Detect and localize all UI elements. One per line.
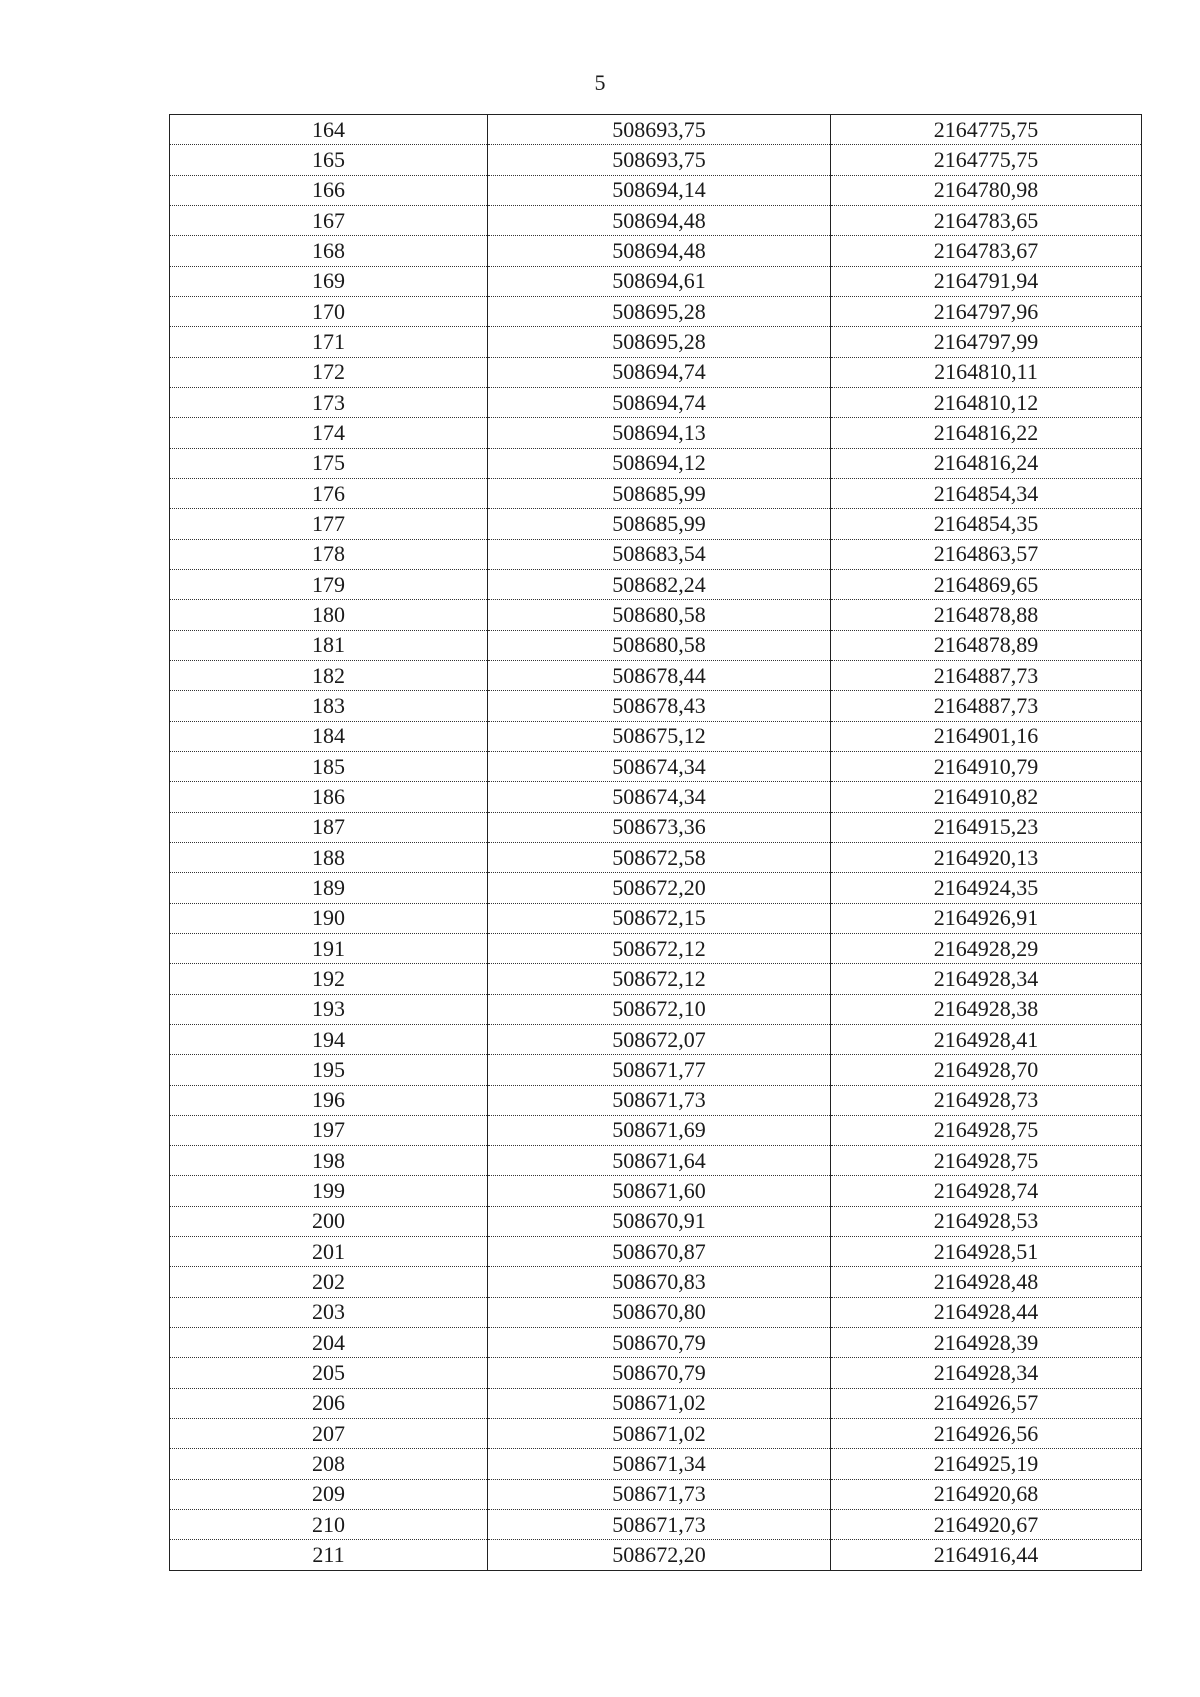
x-coordinate-cell: 508671,64 (488, 1146, 831, 1176)
y-coordinate-cell: 2164810,11 (831, 357, 1142, 387)
x-coordinate-cell: 508673,36 (488, 812, 831, 842)
point-number-cell: 170 (170, 296, 488, 326)
y-coordinate-cell: 2164928,48 (831, 1267, 1142, 1297)
y-coordinate-cell: 2164901,16 (831, 721, 1142, 751)
x-coordinate-cell: 508694,48 (488, 236, 831, 266)
table-row (170, 266, 1142, 296)
table-row (170, 205, 1142, 235)
table-row (170, 994, 1142, 1024)
point-number-cell: 206 (170, 1388, 488, 1418)
x-coordinate-cell: 508670,83 (488, 1267, 831, 1297)
table-row (170, 387, 1142, 417)
table-row (170, 842, 1142, 872)
point-number-cell: 211 (170, 1540, 488, 1570)
x-coordinate-cell: 508694,74 (488, 357, 831, 387)
x-coordinate-cell: 508670,79 (488, 1328, 831, 1358)
y-coordinate-cell: 2164910,79 (831, 751, 1142, 781)
y-coordinate-cell: 2164775,75 (831, 115, 1142, 145)
point-number-cell: 174 (170, 418, 488, 448)
x-coordinate-cell: 508672,12 (488, 964, 831, 994)
table-row (170, 1419, 1142, 1449)
y-coordinate-cell: 2164878,88 (831, 600, 1142, 630)
y-coordinate-cell: 2164780,98 (831, 175, 1142, 205)
y-coordinate-cell: 2164925,19 (831, 1449, 1142, 1479)
table-row (170, 1358, 1142, 1388)
point-number-cell: 204 (170, 1328, 488, 1358)
point-number-cell: 200 (170, 1206, 488, 1236)
y-coordinate-cell: 2164928,41 (831, 1024, 1142, 1054)
y-coordinate-cell: 2164926,91 (831, 903, 1142, 933)
table-row (170, 418, 1142, 448)
y-coordinate-cell: 2164854,35 (831, 509, 1142, 539)
x-coordinate-cell: 508682,24 (488, 569, 831, 599)
table-row (170, 236, 1142, 266)
y-coordinate-cell: 2164928,75 (831, 1146, 1142, 1176)
table-row (170, 175, 1142, 205)
table-row (170, 691, 1142, 721)
y-coordinate-cell: 2164854,34 (831, 478, 1142, 508)
coordinates-table-body (170, 115, 1142, 1571)
y-coordinate-cell: 2164928,53 (831, 1206, 1142, 1236)
y-coordinate-cell: 2164920,68 (831, 1479, 1142, 1509)
x-coordinate-cell: 508672,07 (488, 1024, 831, 1054)
table-row (170, 327, 1142, 357)
x-coordinate-cell: 508695,28 (488, 296, 831, 326)
table-row (170, 873, 1142, 903)
x-coordinate-cell: 508672,15 (488, 903, 831, 933)
y-coordinate-cell: 2164928,70 (831, 1055, 1142, 1085)
point-number-cell: 165 (170, 145, 488, 175)
point-number-cell: 169 (170, 266, 488, 296)
x-coordinate-cell: 508671,02 (488, 1419, 831, 1449)
point-number-cell: 210 (170, 1510, 488, 1540)
point-number-cell: 189 (170, 873, 488, 903)
x-coordinate-cell: 508694,13 (488, 418, 831, 448)
point-number-cell: 193 (170, 994, 488, 1024)
point-number-cell: 190 (170, 903, 488, 933)
point-number-cell: 164 (170, 115, 488, 145)
y-coordinate-cell: 2164928,75 (831, 1115, 1142, 1145)
point-number-cell: 182 (170, 660, 488, 690)
point-number-cell: 205 (170, 1358, 488, 1388)
point-number-cell: 167 (170, 205, 488, 235)
y-coordinate-cell: 2164924,35 (831, 873, 1142, 903)
point-number-cell: 175 (170, 448, 488, 478)
point-number-cell: 168 (170, 236, 488, 266)
y-coordinate-cell: 2164915,23 (831, 812, 1142, 842)
y-coordinate-cell: 2164797,96 (831, 296, 1142, 326)
point-number-cell: 172 (170, 357, 488, 387)
y-coordinate-cell: 2164926,57 (831, 1388, 1142, 1418)
y-coordinate-cell: 2164928,29 (831, 933, 1142, 963)
x-coordinate-cell: 508672,58 (488, 842, 831, 872)
x-coordinate-cell: 508671,34 (488, 1449, 831, 1479)
table-row (170, 1540, 1142, 1570)
point-number-cell: 173 (170, 387, 488, 417)
y-coordinate-cell: 2164920,13 (831, 842, 1142, 872)
x-coordinate-cell: 508672,12 (488, 933, 831, 963)
point-number-cell: 196 (170, 1085, 488, 1115)
table-row (170, 1267, 1142, 1297)
table-row (170, 1388, 1142, 1418)
point-number-cell: 166 (170, 175, 488, 205)
point-number-cell: 201 (170, 1237, 488, 1267)
point-number-cell: 209 (170, 1479, 488, 1509)
point-number-cell: 194 (170, 1024, 488, 1054)
point-number-cell: 187 (170, 812, 488, 842)
x-coordinate-cell: 508678,44 (488, 660, 831, 690)
x-coordinate-cell: 508680,58 (488, 600, 831, 630)
table-row (170, 1085, 1142, 1115)
point-number-cell: 179 (170, 569, 488, 599)
y-coordinate-cell: 2164926,56 (831, 1419, 1142, 1449)
y-coordinate-cell: 2164863,57 (831, 539, 1142, 569)
x-coordinate-cell: 508694,14 (488, 175, 831, 205)
x-coordinate-cell: 508685,99 (488, 509, 831, 539)
x-coordinate-cell: 508671,73 (488, 1479, 831, 1509)
x-coordinate-cell: 508671,73 (488, 1085, 831, 1115)
x-coordinate-cell: 508672,20 (488, 873, 831, 903)
point-number-cell: 185 (170, 751, 488, 781)
y-coordinate-cell: 2164878,89 (831, 630, 1142, 660)
y-coordinate-cell: 2164916,44 (831, 1540, 1142, 1570)
point-number-cell: 207 (170, 1419, 488, 1449)
x-coordinate-cell: 508671,73 (488, 1510, 831, 1540)
y-coordinate-cell: 2164816,22 (831, 418, 1142, 448)
y-coordinate-cell: 2164928,34 (831, 964, 1142, 994)
y-coordinate-cell: 2164810,12 (831, 387, 1142, 417)
table-row (170, 1024, 1142, 1054)
y-coordinate-cell: 2164928,44 (831, 1297, 1142, 1327)
coordinates-table (169, 114, 1142, 1571)
y-coordinate-cell: 2164797,99 (831, 327, 1142, 357)
table-row (170, 1146, 1142, 1176)
x-coordinate-cell: 508694,12 (488, 448, 831, 478)
table-row (170, 509, 1142, 539)
y-coordinate-cell: 2164928,74 (831, 1176, 1142, 1206)
point-number-cell: 198 (170, 1146, 488, 1176)
y-coordinate-cell: 2164887,73 (831, 691, 1142, 721)
y-coordinate-cell: 2164928,51 (831, 1237, 1142, 1267)
x-coordinate-cell: 508678,43 (488, 691, 831, 721)
table-row (170, 1115, 1142, 1145)
table-row (170, 1510, 1142, 1540)
y-coordinate-cell: 2164775,75 (831, 145, 1142, 175)
y-coordinate-cell: 2164791,94 (831, 266, 1142, 296)
x-coordinate-cell: 508694,61 (488, 266, 831, 296)
point-number-cell: 178 (170, 539, 488, 569)
y-coordinate-cell: 2164920,67 (831, 1510, 1142, 1540)
x-coordinate-cell: 508695,28 (488, 327, 831, 357)
x-coordinate-cell: 508694,74 (488, 387, 831, 417)
table-row (170, 903, 1142, 933)
point-number-cell: 184 (170, 721, 488, 751)
table-row (170, 448, 1142, 478)
x-coordinate-cell: 508693,75 (488, 145, 831, 175)
table-row (170, 630, 1142, 660)
x-coordinate-cell: 508693,75 (488, 115, 831, 145)
x-coordinate-cell: 508672,20 (488, 1540, 831, 1570)
point-number-cell: 202 (170, 1267, 488, 1297)
x-coordinate-cell: 508670,79 (488, 1358, 831, 1388)
y-coordinate-cell: 2164783,65 (831, 205, 1142, 235)
table-row (170, 569, 1142, 599)
point-number-cell: 177 (170, 509, 488, 539)
table-row (170, 782, 1142, 812)
point-number-cell: 176 (170, 478, 488, 508)
table-row (170, 1206, 1142, 1236)
table-row (170, 964, 1142, 994)
table-row (170, 1449, 1142, 1479)
x-coordinate-cell: 508671,69 (488, 1115, 831, 1145)
point-number-cell: 191 (170, 933, 488, 963)
y-coordinate-cell: 2164783,67 (831, 236, 1142, 266)
table-row (170, 660, 1142, 690)
x-coordinate-cell: 508694,48 (488, 205, 831, 235)
point-number-cell: 183 (170, 691, 488, 721)
x-coordinate-cell: 508683,54 (488, 539, 831, 569)
table-row (170, 1237, 1142, 1267)
table-row (170, 357, 1142, 387)
y-coordinate-cell: 2164910,82 (831, 782, 1142, 812)
table-row (170, 1297, 1142, 1327)
x-coordinate-cell: 508674,34 (488, 751, 831, 781)
table-row (170, 721, 1142, 751)
table-row (170, 933, 1142, 963)
table-row (170, 1328, 1142, 1358)
y-coordinate-cell: 2164887,73 (831, 660, 1142, 690)
table-row (170, 1479, 1142, 1509)
table-row (170, 812, 1142, 842)
y-coordinate-cell: 2164869,65 (831, 569, 1142, 599)
x-coordinate-cell: 508685,99 (488, 478, 831, 508)
point-number-cell: 186 (170, 782, 488, 812)
y-coordinate-cell: 2164928,39 (831, 1328, 1142, 1358)
point-number-cell: 180 (170, 600, 488, 630)
table-row (170, 1176, 1142, 1206)
table-row (170, 539, 1142, 569)
point-number-cell: 171 (170, 327, 488, 357)
table-row (170, 296, 1142, 326)
table-row (170, 600, 1142, 630)
x-coordinate-cell: 508671,77 (488, 1055, 831, 1085)
x-coordinate-cell: 508675,12 (488, 721, 831, 751)
table-row (170, 145, 1142, 175)
point-number-cell: 208 (170, 1449, 488, 1479)
point-number-cell: 203 (170, 1297, 488, 1327)
point-number-cell: 181 (170, 630, 488, 660)
x-coordinate-cell: 508670,80 (488, 1297, 831, 1327)
point-number-cell: 197 (170, 1115, 488, 1145)
y-coordinate-cell: 2164928,73 (831, 1085, 1142, 1115)
table-row (170, 1055, 1142, 1085)
x-coordinate-cell: 508674,34 (488, 782, 831, 812)
point-number-cell: 199 (170, 1176, 488, 1206)
x-coordinate-cell: 508671,02 (488, 1388, 831, 1418)
page-number: 5 (594, 70, 606, 95)
y-coordinate-cell: 2164928,38 (831, 994, 1142, 1024)
x-coordinate-cell: 508670,91 (488, 1206, 831, 1236)
x-coordinate-cell: 508671,60 (488, 1176, 831, 1206)
point-number-cell: 195 (170, 1055, 488, 1085)
table-row (170, 751, 1142, 781)
point-number-cell: 192 (170, 964, 488, 994)
point-number-cell: 188 (170, 842, 488, 872)
x-coordinate-cell: 508680,58 (488, 630, 831, 660)
y-coordinate-cell: 2164816,24 (831, 448, 1142, 478)
y-coordinate-cell: 2164928,34 (831, 1358, 1142, 1388)
table-row (170, 115, 1142, 145)
table-row (170, 478, 1142, 508)
x-coordinate-cell: 508670,87 (488, 1237, 831, 1267)
x-coordinate-cell: 508672,10 (488, 994, 831, 1024)
